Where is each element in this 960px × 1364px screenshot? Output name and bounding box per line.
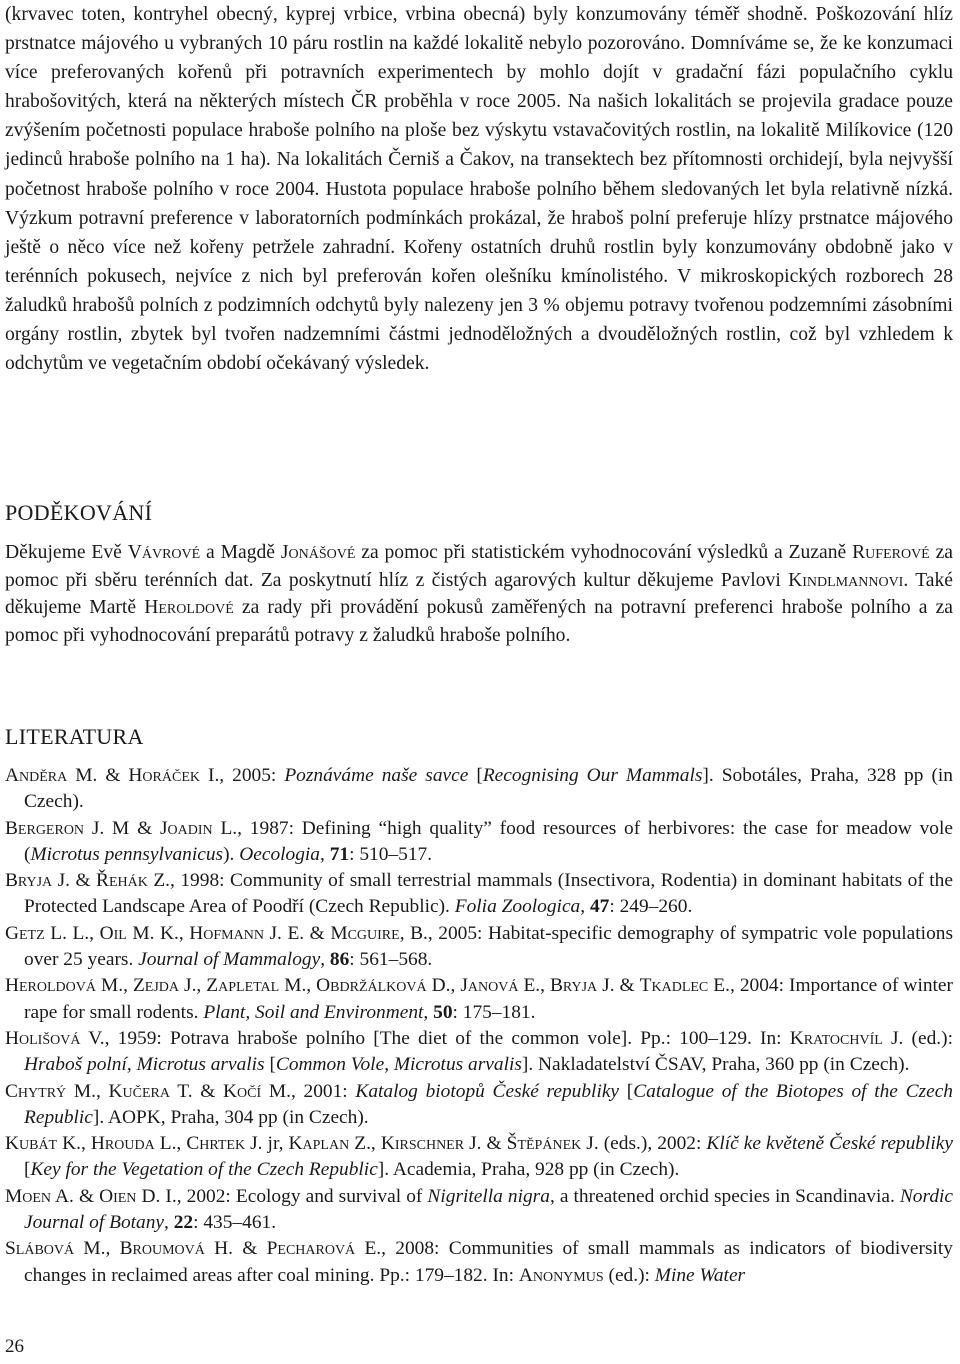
- reference-heroldova: [5, 973, 953, 1026]
- ref-year: , 2005:: [219, 765, 285, 786]
- ref-author: Kirschner: [380, 1133, 465, 1155]
- ref-pages: : 510–517.: [349, 843, 433, 865]
- ref-separator: ,: [320, 949, 330, 971]
- ref-translation: Catalogue of the Biotopes of the Czech Republic: [24, 1080, 954, 1128]
- ref-author-initials: E.: [355, 1238, 382, 1260]
- ref-book-title: Common Vole: [275, 1054, 385, 1076]
- ack-text-4: za pomoc při sběru terénních dat. Za poskytnutí hlíz z čistých agarových kultur děkujeme Pavlovi: [5, 542, 954, 591]
- ref-author-initials: A. &: [51, 1185, 100, 1207]
- ref-publisher: ]. AOPK, Praha, 304 pp (in Czech).: [92, 1106, 369, 1128]
- ref-translation: Key for the Vegetation of the Czech Republic: [30, 1159, 378, 1181]
- ack-text-2: a Magdě: [200, 542, 281, 563]
- ref-author: Kubát: [5, 1133, 58, 1155]
- reference-bryja: [5, 868, 953, 921]
- ref-separator: ,: [580, 896, 590, 918]
- ref-author-initials: M.,: [279, 975, 317, 997]
- ref-species: Nigritella nigra: [427, 1185, 550, 1207]
- ref-pages: : 435–461.: [193, 1212, 277, 1234]
- ref-volume: 71: [329, 843, 350, 865]
- ref-author-initials: J. &: [597, 975, 640, 997]
- ref-author: Anděra: [5, 765, 68, 786]
- ref-author-initials: I.: [199, 765, 220, 786]
- ref-year: , 2001:: [290, 1080, 356, 1102]
- ref-author-initials: J. &: [52, 870, 97, 892]
- ref-book-title: Microtus arvalis: [136, 1054, 265, 1076]
- ref-author-initials: E.,: [518, 975, 550, 997]
- ref-title: Poznáváme naše savce: [284, 765, 469, 786]
- ref-journal: Nordic Journal of Botany: [24, 1185, 954, 1234]
- ref-volume: 50: [433, 1001, 453, 1023]
- ack-name-ruferova: Ruferové: [852, 542, 930, 563]
- ref-pages: : 175–181.: [452, 1001, 536, 1023]
- ref-author: Kočí: [223, 1080, 262, 1102]
- ref-book-title: Microtus arvalis: [393, 1054, 522, 1076]
- ref-author: Tkadlec: [639, 975, 709, 997]
- ref-editor-initials: (ed.):: [603, 1264, 655, 1286]
- acknowledgements-paragraph: [5, 539, 953, 649]
- ref-author-initials: D. I.: [136, 1185, 177, 1207]
- ack-text-1: Děkujeme Evě: [5, 542, 128, 563]
- ref-author-initials: M. K.,: [126, 922, 190, 944]
- ref-journal: Oecologia: [239, 843, 321, 865]
- reference-bergeron: [5, 816, 953, 869]
- ref-author-initials: M.: [261, 1080, 291, 1102]
- ref-journal: Journal of Mammalogy: [138, 949, 321, 971]
- ref-editor: Kratochvíl: [789, 1027, 883, 1049]
- ref-volume: 22: [173, 1212, 194, 1234]
- ref-author: Holišová: [5, 1027, 81, 1049]
- ref-author: Řehák: [96, 870, 148, 892]
- ref-author-initials: J. E. &: [263, 922, 331, 944]
- reference-getz: [5, 921, 953, 974]
- ref-author-initials: E.: [708, 975, 730, 997]
- ref-author-initials: M.,: [74, 1238, 120, 1260]
- ref-author: Broumová: [119, 1238, 205, 1260]
- ref-author: Janová: [460, 975, 519, 997]
- ack-text-5: . Také děkujeme Martě: [5, 569, 953, 618]
- reference-moen: [5, 1184, 953, 1237]
- ref-author-initials: M.,: [96, 975, 133, 997]
- ref-title: , 2002: Ecology and survival of: [176, 1185, 428, 1207]
- ref-author-initials: Z.,: [349, 1133, 381, 1155]
- ref-author-initials: L.,: [154, 1133, 187, 1155]
- ref-journal: Folia Zoologica: [454, 896, 581, 918]
- acknowledgements-heading: PODĚKOVÁNÍ: [5, 500, 153, 525]
- sentence-4: Na našich lokalitách se projevila gradace pouze zvýšením početnosti populace hraboše polního na ploše bez výskytu vstavačovitých rostlin, na lokalitě Milíkovice (120 jedinců hraboše polního na 1 ha).: [5, 91, 953, 171]
- literature-heading: LITERATURA: [5, 724, 144, 749]
- ref-publisher: ]. Nakladatelství ČSAV, Praha, 360 pp (in Czech).: [521, 1054, 910, 1076]
- ref-author-initials: M.,: [66, 1080, 109, 1102]
- ref-title: , 2005: Habitat-specific demography of sympatric vole populations over 25 years.: [24, 922, 954, 971]
- ref-book-title: Mine Water: [654, 1264, 746, 1286]
- ref-author-initials: L. L.,: [44, 922, 100, 944]
- ref-author: Pecharová: [266, 1238, 356, 1260]
- ref-author: Obdržálková: [316, 975, 427, 997]
- ref-author: Štěpánek: [506, 1133, 582, 1155]
- ref-author: Moen: [5, 1185, 52, 1207]
- ref-separator: ,: [126, 1054, 137, 1076]
- reference-chytry: [5, 1079, 953, 1132]
- ref-journal: Plant, Soil and Environment: [203, 1001, 424, 1023]
- ref-author-initials: D.,: [426, 975, 461, 997]
- sentence-6: Hustota populace hraboše polního během sledovaných let byla relativně nízká.: [325, 178, 954, 200]
- ref-volume: 47: [589, 896, 610, 918]
- ref-title: , 2008: Communities of small mammals as indicators of biodiversity changes in reclaimed areas after coal mining. Pp.: 179–182. In:: [24, 1238, 954, 1286]
- ref-bracket: [: [24, 1159, 31, 1181]
- ref-author: Oil: [99, 922, 127, 944]
- ref-author-initials: L.: [212, 817, 238, 839]
- ref-author-initials: T. &: [169, 1080, 224, 1102]
- ref-separator: ).: [223, 843, 240, 865]
- ref-author: Chrtek: [186, 1133, 246, 1155]
- ack-name-kindlmann: Kindlmannovi: [788, 569, 904, 591]
- ref-author: Bryja: [5, 870, 53, 892]
- ref-author: Bergeron: [5, 817, 85, 839]
- ack-text-6: za rady při provádění pokusů zaměřených na potravní preferenci hraboše polního a za pomoc při vyhodnocování preparátů potravy z žaludků hraboše polního.: [5, 597, 953, 646]
- ref-title: Katalog biotopů České republiky: [355, 1080, 620, 1102]
- ref-book-title: Hraboš polní: [24, 1054, 127, 1076]
- ref-bracket: [: [468, 765, 483, 786]
- sentence-9: V mikroskopických rozborech 28 žaludků hrabošů polních z podzimních odchytů byly nalezeny jen 3 % objemu potravy tvořenou podzemními zásobními orgány rostlin, zbytek byl tvořen nadzemními částmi jednoděložných a dvouděložných rostlin, což byl vzhledem k odchytům ve vegetačním období očekávaný výsledek.: [5, 265, 953, 375]
- sentence-8: Kořeny ostatních druhů rostlin byly konzumovány obdobně jako v terénních pokusech, nejvíce z nich byl preferován kořen olešníku kmínolistého.: [5, 236, 953, 287]
- ref-title: , 1998: Community of small terrestrial mammals (Insectivora, Rodentia) in dominant habitats of the Protected Landscape Area of Poodří (Czech Republic).: [24, 870, 953, 918]
- ref-title: , 1987: Defining “high quality” food resources of herbivores: the case for meadow vole (: [24, 817, 953, 865]
- ref-author-initials: V.: [80, 1027, 105, 1049]
- ack-name-vavrova: Vávrové: [127, 542, 201, 563]
- ref-pages: : 249–260.: [609, 896, 693, 918]
- ref-author-initials: K.,: [57, 1133, 91, 1155]
- ref-author: Heroldová: [5, 975, 96, 997]
- reference-holisova: [5, 1026, 953, 1079]
- page-number: 26: [5, 1336, 24, 1357]
- ref-bracket: [: [619, 1080, 634, 1102]
- ref-author: Slábová: [5, 1238, 75, 1260]
- body-paragraph: [5, 0, 953, 378]
- ref-author: Kučera: [108, 1080, 170, 1102]
- ref-bracket: [: [264, 1054, 276, 1076]
- ref-separator: ,: [423, 1001, 434, 1023]
- ref-author-initials: J.,: [179, 975, 207, 997]
- ref-year: , 2002:: [647, 1133, 707, 1155]
- ref-author-initials: J. (eds.): [581, 1133, 648, 1155]
- ref-author: Oien: [99, 1185, 137, 1207]
- ref-author: Bryja: [549, 975, 598, 997]
- ref-author-initials: J. jr,: [245, 1133, 289, 1155]
- ref-title: , 2004: Importance of winter rape for small rodents.: [24, 975, 953, 1023]
- ack-text-3: za pomoc při statistickém vyhodnocování výsledků a Zuzaně: [355, 542, 853, 563]
- ref-species: Microtus pennsylvanicus: [30, 843, 224, 865]
- ref-translation: Recognising Our Mammals: [482, 765, 703, 786]
- sentence-7: Výzkum potravní preference v laboratorních podmínkách prokázal, že hraboš polní preferuje hlízy prstnatce májového ještě o něco více než kořeny petržele zahradní.: [5, 207, 953, 258]
- ref-title: Klíč ke květeně České republiky: [706, 1133, 953, 1155]
- ref-author: Zejda: [132, 975, 180, 997]
- ref-author: Horáček: [128, 765, 200, 786]
- ref-pages: : 561–568.: [349, 949, 433, 971]
- reference-kubat: [5, 1131, 953, 1184]
- ack-name-jonasova: Jonášové: [280, 542, 356, 563]
- ref-separator: ,: [320, 843, 330, 865]
- sentence-5: Na lokalitách Černiš a Čakov, na transektech bez přítomnosti orchidejí, byla nejvyšší početnost hraboše polního v roce 2004.: [5, 149, 953, 200]
- ref-publisher: ]. Academia, Praha, 928 pp (in Czech).: [377, 1159, 680, 1181]
- ref-author: Hofmann: [189, 922, 264, 944]
- ref-title: , 1959: Potrava hraboše polního [The diet of the common vole]. Pp.: 100–129. In:: [104, 1027, 790, 1049]
- ref-author-initials: M. &: [67, 765, 129, 786]
- sentence-1: (krvavec toten, kontryhel obecný, kyprej vrbice, vrbina obecná) byly konzumovány téměř shodně.: [5, 4, 816, 25]
- ref-author: Joadin: [160, 817, 213, 839]
- ref-author: Hrouda: [90, 1133, 155, 1155]
- ref-author: Chytrý: [5, 1080, 67, 1102]
- ref-publisher: ]. Sobotáles, Praha, 328 pp (in Czech).: [24, 765, 953, 813]
- sentence-3: Domníváme se, že ke konzumaci více preferovaných kořenů při potravních experimentech by mohlo dojít v gradační fázi populačního cyklu hrabošovitých, která na některých místech ČR proběhla v roce 2005.: [5, 33, 953, 113]
- ref-volume: 86: [329, 949, 350, 971]
- reference-list: [5, 763, 953, 1289]
- ref-author: Kaplan: [288, 1133, 350, 1155]
- ref-author: Mcguire: [330, 922, 400, 944]
- ref-author: Zapletal: [206, 975, 280, 997]
- ref-separator: ,: [384, 1054, 394, 1076]
- reference-andera: [5, 763, 953, 816]
- ref-author-initials: , B.: [399, 922, 428, 944]
- ack-name-heroldova: Heroldové: [144, 597, 234, 618]
- ref-author-initials: J. &: [464, 1133, 507, 1155]
- ref-author-initials: Z.: [147, 870, 171, 892]
- reference-slabova: [5, 1236, 953, 1289]
- ref-author: Getz: [5, 922, 45, 944]
- sentence-2: Poškozování hlíz prstnatce májového u vybraných 10 páru rostlin na každé lokalitě nebylo pozorováno.: [5, 4, 953, 55]
- ref-author-initials: H. &: [204, 1238, 267, 1260]
- ref-author-initials: J. M &: [84, 817, 160, 839]
- ref-separator: ,: [164, 1212, 174, 1234]
- ref-editor-initials: J. (ed.):: [882, 1027, 953, 1049]
- ref-editor: Anonymus: [518, 1264, 604, 1286]
- ref-title: , a threatened orchid species in Scandinavia.: [549, 1185, 900, 1207]
